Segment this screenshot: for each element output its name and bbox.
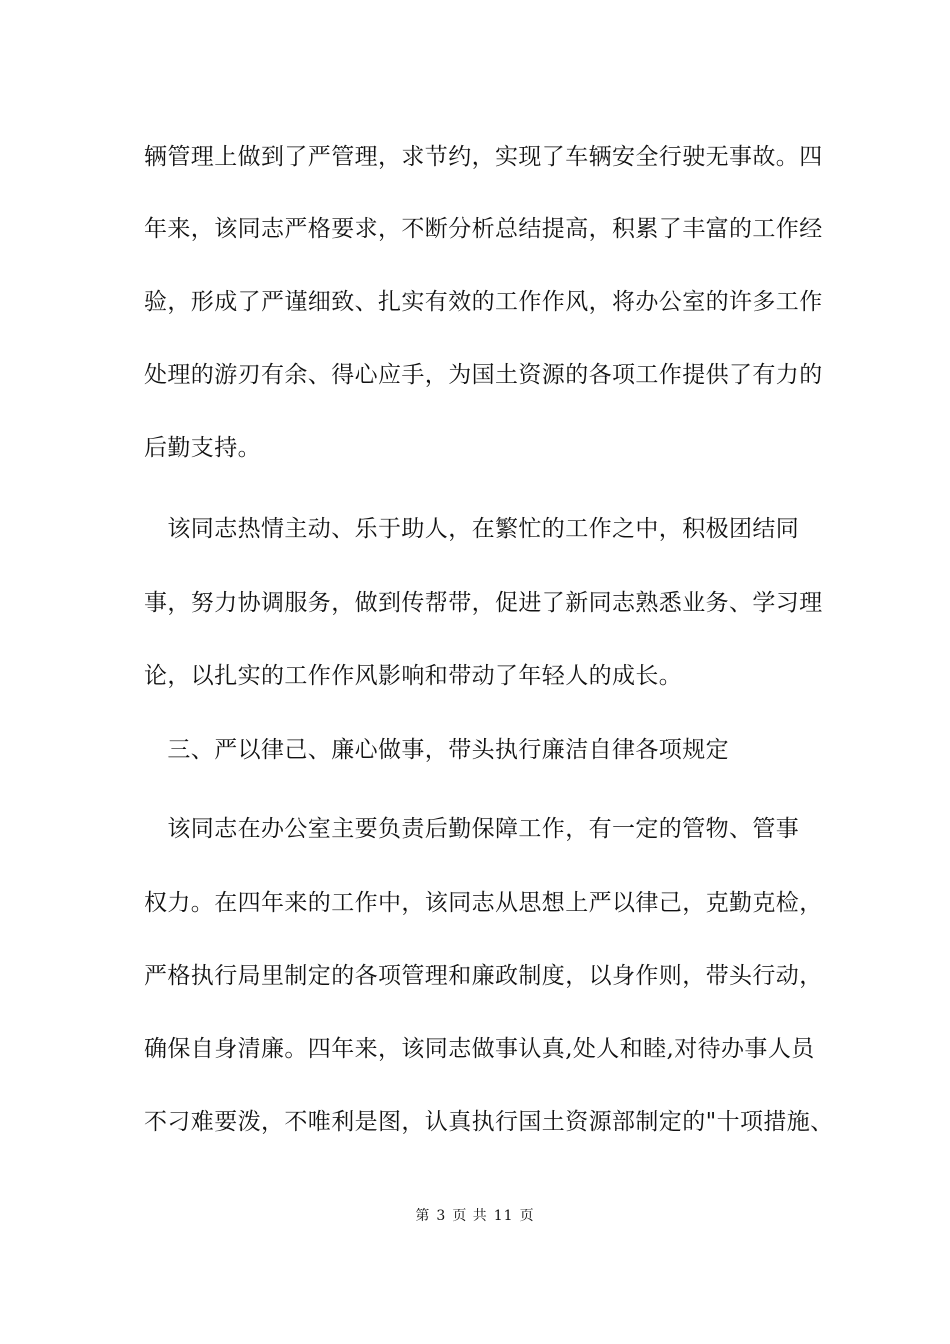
footer-prefix: 第 — [415, 1208, 431, 1224]
footer-middle: 页 共 — [452, 1208, 488, 1224]
footer-current-page: 3 — [436, 1208, 447, 1224]
footer-suffix: 页 — [519, 1208, 535, 1224]
body-text-line: 权力。在四年来的工作中，该同志从思想上严以律己，克勤克检， — [144, 890, 823, 916]
body-text-line: 后勤支持。 — [144, 435, 261, 461]
paragraph-first-line: 该同志热情主动、乐于助人，在繁忙的工作之中，积极团结同 — [144, 516, 800, 542]
body-text-line: 辆管理上做到了严管理，求节约，实现了车辆安全行驶无事故。四 — [144, 144, 823, 170]
body-text-line: 论，以扎实的工作作风影响和带动了年轻人的成长。 — [144, 663, 683, 689]
paragraph-first-line: 该同志在办公室主要负责后勤保障工作，有一定的管物、管事 — [144, 816, 800, 842]
body-text-line: 确保自身清廉。四年来，该同志做事认真,处人和睦,对待办事人员 — [144, 1036, 815, 1062]
body-text-line: 处理的游刃有余、得心应手，为国土资源的各项工作提供了有力的 — [144, 362, 823, 388]
body-text-line: 不刁难要泼，不唯利是图，认真执行国土资源部制定的"十项措施、 — [144, 1109, 834, 1135]
footer-total-pages: 11 — [493, 1208, 514, 1224]
section-heading: 三、严以律己、廉心做事，带头执行廉洁自律各项规定 — [144, 737, 729, 763]
body-text-line: 年来，该同志严格要求，不断分析总结提高，积累了丰富的工作经 — [144, 216, 823, 242]
body-text-line: 严格执行局里制定的各项管理和廉政制度，以身作则，带头行动， — [144, 963, 823, 989]
body-text-line: 事，努力协调服务，做到传帮带，促进了新同志熟悉业务、学习理 — [144, 590, 823, 616]
body-text-line: 验，形成了严谨细致、扎实有效的工作作风，将办公室的许多工作 — [144, 289, 823, 315]
page-footer — [0, 1207, 950, 1225]
